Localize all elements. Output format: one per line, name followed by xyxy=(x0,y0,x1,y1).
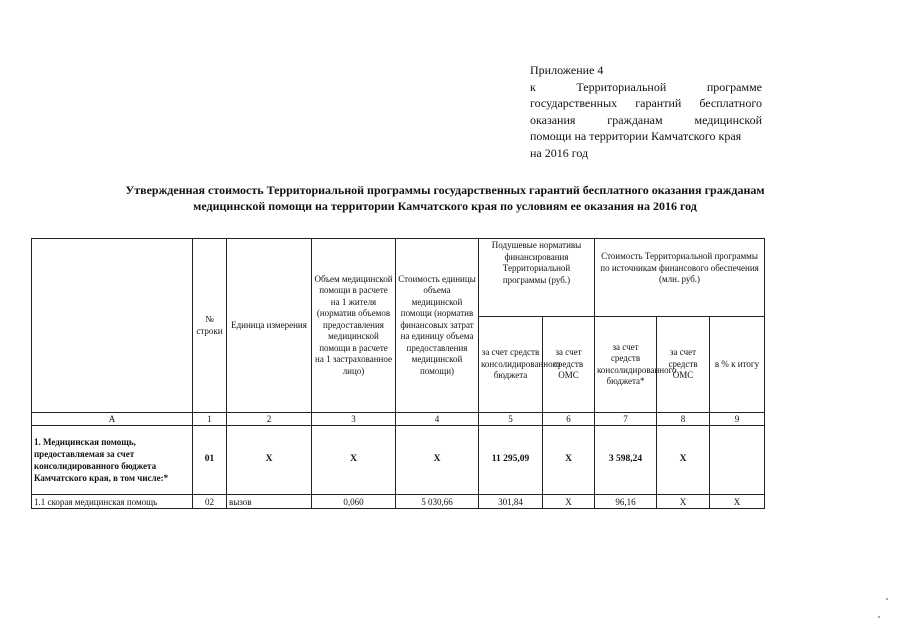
column-number: 5 xyxy=(479,413,543,426)
appendix-word: бесплатного xyxy=(699,96,762,110)
header-cost-group: Стоимость Территориальной программы по источникам финансового обеспечения (млн. руб.) xyxy=(595,239,765,317)
header-per-capita-oms: за счет средств ОМС xyxy=(543,317,595,413)
row-per-capita-budget: 301,84 xyxy=(479,495,543,509)
header-row-no: № строки xyxy=(193,239,227,413)
appendix-word: оказания xyxy=(530,112,576,127)
scan-speck xyxy=(878,616,880,618)
row-name: 1.1 скорая медицинская помощь xyxy=(32,495,193,509)
row-name: 1. Медицинская помощь, предоставляемая за счет консолидированного бюджета Камчатского края, в том числе:* xyxy=(32,426,193,495)
column-number: 9 xyxy=(710,413,765,426)
header-cost: Стоимость единицы объема медицинской помощи (норматив финансовых затрат на единицу объема предоставления медицинской помощи) xyxy=(396,239,479,413)
scan-speck xyxy=(886,598,888,600)
row-cost: 5 030,66 xyxy=(396,495,479,509)
title-line-2: медицинской помощи на территории Камчатского края по условиям ее оказания на 2016 год xyxy=(193,199,697,213)
header-cost-oms: за счет средств ОМС xyxy=(657,317,710,413)
row-unit: Х xyxy=(227,426,312,495)
row-volume: 0,060 xyxy=(312,495,396,509)
column-number: 7 xyxy=(595,413,657,426)
row-per-capita-oms: Х xyxy=(543,426,595,495)
column-number: 1 xyxy=(193,413,227,426)
header-volume: Объем медицинской помощи в расчете на 1 жителя (норматив объемов предоставления медицинской помощи в расчете на 1 застрахованное лицо) xyxy=(312,239,396,413)
row-unit: вызов xyxy=(227,495,312,509)
title-line-1: Утвержденная стоимость Территориальной программы государственных гарантий бесплатного оказания гражданам xyxy=(125,183,765,197)
appendix-word: гражданам xyxy=(607,112,663,127)
column-number: 8 xyxy=(657,413,710,426)
appendix-line-2 xyxy=(530,79,762,96)
column-number: 4 xyxy=(396,413,479,426)
header-row-1 xyxy=(32,239,765,317)
column-number: 3 xyxy=(312,413,396,426)
column-number-row xyxy=(32,413,765,426)
appendix-line-4 xyxy=(530,112,762,129)
table-row xyxy=(32,426,765,495)
row-cost-budget: 96,16 xyxy=(595,495,657,509)
appendix-word: гарантий xyxy=(635,96,682,110)
document-title xyxy=(20,182,870,214)
cost-table xyxy=(31,238,765,509)
table-row xyxy=(32,495,765,509)
header-cost-budget: за счет средств консолидированного бюджета* xyxy=(595,317,657,413)
appendix-word: Территориальной xyxy=(576,79,667,94)
row-cost-percent xyxy=(710,426,765,495)
column-number: А xyxy=(32,413,193,426)
row-volume: Х xyxy=(312,426,396,495)
row-cost-budget: 3 598,24 xyxy=(595,426,657,495)
appendix-line-5: помощи на территории Камчатского края xyxy=(530,129,742,143)
row-cost-percent: Х xyxy=(710,495,765,509)
column-number: 2 xyxy=(227,413,312,426)
row-cost: Х xyxy=(396,426,479,495)
header-per-capita-group: Подушевые нормативы финансирования Территориальной программы (руб.) xyxy=(479,239,595,317)
row-per-capita-budget: 11 295,09 xyxy=(479,426,543,495)
column-number: 6 xyxy=(543,413,595,426)
appendix-word: медицинской xyxy=(694,112,762,127)
appendix-line-6: на 2016 год xyxy=(530,145,589,160)
row-number: 02 xyxy=(193,495,227,509)
header-unit: Единица измерения xyxy=(227,239,312,413)
appendix-word: государственных xyxy=(530,96,618,110)
appendix-line-3 xyxy=(530,95,762,112)
row-per-capita-oms: Х xyxy=(543,495,595,509)
header-per-capita-budget: за счет средств консолидированного бюджета xyxy=(479,317,543,413)
appendix-word: к xyxy=(530,79,536,94)
appendix-word: программе xyxy=(706,79,762,94)
header-name-cell xyxy=(32,239,193,413)
appendix-block xyxy=(530,62,762,161)
header-cost-percent: в % к итогу xyxy=(710,317,765,413)
row-cost-oms: Х xyxy=(657,495,710,509)
row-cost-oms: Х xyxy=(657,426,710,495)
appendix-number: Приложение 4 xyxy=(530,63,604,77)
row-number: 01 xyxy=(193,426,227,495)
